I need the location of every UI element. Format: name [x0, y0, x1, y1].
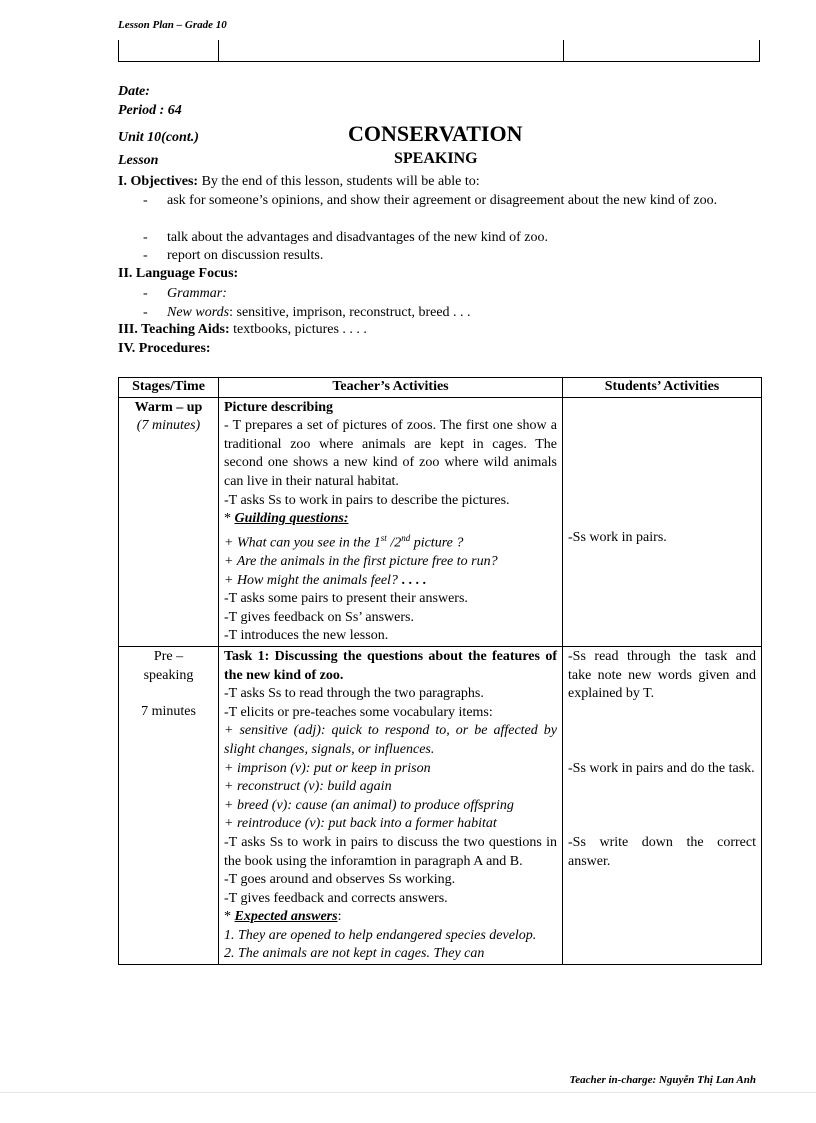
- footer-label: Teacher in-charge:: [569, 1074, 657, 1086]
- activity-line: -T gives feedback and corrects answers.: [224, 890, 448, 906]
- header-teacher-activities: Teacher’s Activities: [219, 378, 563, 398]
- student-activity: -Ss work in pairs and do the task.: [568, 760, 755, 776]
- teacher-cell: [219, 397, 563, 646]
- teacher-cell: [219, 646, 563, 964]
- procedures-label: IV. Procedures:: [118, 341, 211, 356]
- stage-time: (7 minutes): [136, 418, 201, 434]
- activity-title: Picture describing: [224, 399, 334, 415]
- running-header: Lesson Plan – Grade 10: [118, 19, 227, 31]
- stage-name: Warm – up: [134, 399, 203, 415]
- activity-line: -T elicits or pre-teaches some vocabulary items:: [224, 704, 493, 720]
- continued-table-fragment: [118, 40, 760, 62]
- new-words-list: : sensitive, imprison, reconstruct, breed . . .: [229, 305, 471, 320]
- teaching-aids-section: [118, 322, 367, 338]
- teacher-name: Nguyễn Thị Lan Anh: [656, 1074, 756, 1086]
- teaching-aids-label: III. Teaching Aids:: [118, 322, 230, 337]
- stage-cell: [119, 646, 219, 964]
- student-activity: -Ss read through the task and take note new words given and explained by T.: [568, 648, 756, 702]
- language-focus-section: [118, 266, 238, 282]
- objective-item: - talk about the advantages and disadvantages of the new kind of zoo.: [143, 230, 548, 245]
- expected-answers-heading: * Expected answers:: [224, 909, 342, 925]
- grammar-item: - Grammar:: [143, 286, 227, 301]
- objectives-intro: By the end of this lesson, students will be able to:: [198, 174, 480, 189]
- table-row-prespeaking: [119, 646, 762, 964]
- footer-signature: [569, 1074, 756, 1086]
- activity-line: -T asks Ss to read through the two paragraphs.: [224, 686, 484, 702]
- vocab-item: + sensitive (adj): quick to respond to, or be affected by slight changes, signals, or influences.: [224, 723, 557, 757]
- lesson-label: Lesson: [118, 153, 159, 168]
- student-cell: [563, 397, 762, 646]
- header-students-activities: Students’ Activities: [563, 378, 762, 398]
- student-activity: -Ss write down the correct answer.: [568, 835, 756, 869]
- procedures-table: [118, 377, 762, 965]
- guiding-questions-heading: * Guilding questions:: [224, 511, 349, 527]
- activity-line: -T goes around and observes Ss working.: [224, 872, 456, 888]
- objectives-section: [118, 174, 480, 190]
- student-cell: [563, 646, 762, 964]
- objective-item: - report on discussion results.: [143, 248, 324, 263]
- activity-line: -T asks Ss to work in pairs to describe the pictures.: [224, 492, 510, 508]
- page-bottom-line: [0, 1092, 816, 1093]
- new-words-item: - New words: sensitive, imprison, reconstruct, breed . . .: [143, 305, 471, 320]
- objective-item: - ask for someone’s opinions, and show their agreement or disagreement about the new kind of zoo.: [143, 193, 718, 208]
- guiding-question: + How might the animals feel? . . . .: [224, 572, 426, 588]
- activity-line: -T introduces the new lesson.: [224, 628, 389, 644]
- activity-line: -T asks Ss to work in pairs to discuss the two questions in the book using the inforamtion in paragraph A and B.: [224, 834, 557, 869]
- guiding-question: + What can you see in the 1st /2nd picture ?: [224, 532, 464, 551]
- language-focus-label: II. Language Focus:: [118, 266, 239, 281]
- vocab-item: + reconstruct (v): build again: [224, 779, 392, 795]
- unit-label: Unit 10(cont.): [118, 130, 199, 145]
- activity-line: - T prepares a set of pictures of zoos. The first one show a traditional zoo where animals are kept in cages. The second one shows a new kind of zoo where wild animals can live in their natural habitat.: [224, 418, 557, 489]
- objectives-label: I. Objectives:: [118, 174, 199, 189]
- student-activity: -Ss work in pairs.: [568, 529, 667, 545]
- procedures-section: [118, 341, 211, 357]
- task-title: Task 1: Discussing the questions about the features of the new kind of zoo.: [224, 648, 557, 683]
- teaching-aids-value: textbooks, pictures . . . .: [229, 322, 367, 337]
- vocab-item: + reintroduce (v): put back into a former habitat: [224, 816, 497, 832]
- activity-line: -T gives feedback on Ss’ answers.: [224, 609, 414, 625]
- stage-cell: [119, 397, 219, 646]
- table-divider: [563, 40, 564, 61]
- table-divider: [218, 40, 219, 61]
- expected-answer: 2. The animals are not kept in cages. They can: [224, 946, 485, 962]
- stage-time: 7 minutes: [141, 704, 196, 720]
- header-stages-time: Stages/Time: [119, 378, 219, 398]
- vocab-item: + imprison (v): put or keep in prison: [224, 760, 431, 776]
- new-words-label: New words: [167, 305, 230, 320]
- expected-answer: 1. They are opened to help endangered species develop.: [224, 927, 537, 943]
- activity-line: -T asks some pairs to present their answers.: [224, 591, 468, 607]
- stage-name: Pre – speaking: [143, 648, 194, 683]
- period-label: Period : 64: [118, 103, 182, 118]
- page-subtitle: SPEAKING: [394, 150, 478, 167]
- page-title: CONSERVATION: [348, 121, 523, 146]
- table-header-row: [119, 378, 762, 398]
- vocab-item: + breed (v): cause (an animal) to produce offspring: [224, 797, 514, 813]
- table-row-warmup: [119, 397, 762, 646]
- guiding-question: + Are the animals in the first picture free to run?: [224, 554, 498, 569]
- date-label: Date:: [118, 84, 150, 99]
